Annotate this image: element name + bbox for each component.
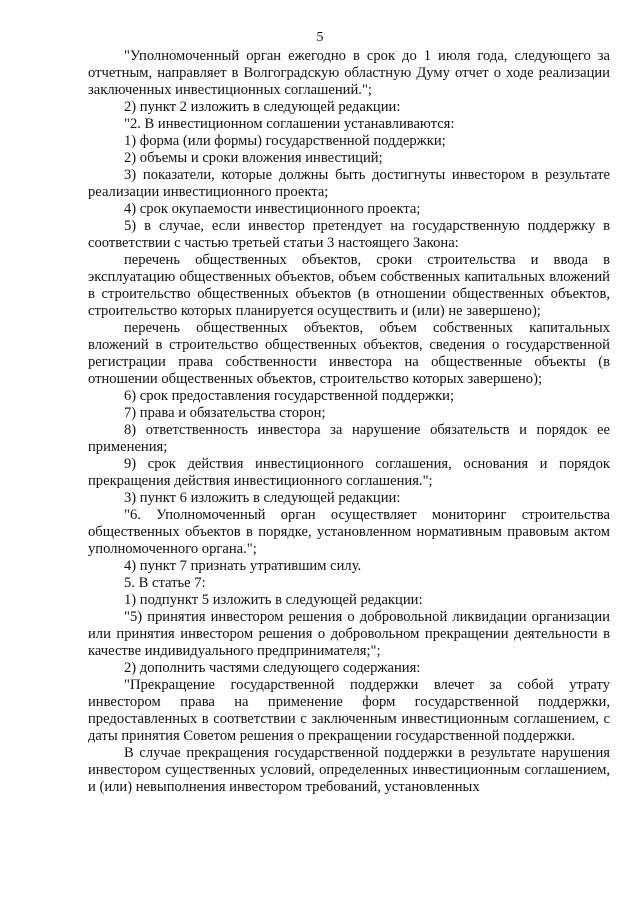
paragraph: перечень общественных объектов, сроки строительства и ввода в эксплуатацию общественных объектов, объем собственных капитальных вложений в строительство общественных объектов (в отношении общественных объектов, строительство которых планируется осуществить и (или) не завершено); bbox=[88, 252, 610, 319]
paragraph: "5) принятия инвестором решения о добровольной ликвидации организации или принятия инвестором решения о добровольном прекращении деятельности в качестве индивидуального предпринимателя;"; bbox=[88, 609, 610, 659]
paragraph: 2) пункт 2 изложить в следующей редакции: bbox=[124, 99, 401, 115]
paragraph: 2) дополнить частями следующего содержания: bbox=[124, 660, 421, 676]
paragraph: "Уполномоченный орган ежегодно в срок до 1 июля года, следующего за отчетным, направляет в Волгоградскую областную Думу отчет о ходе реализации заключенных инвестиционных соглашений."; bbox=[88, 48, 610, 98]
paragraph: 8) ответственность инвестора за нарушение обязательств и порядок ее применения; bbox=[88, 422, 610, 455]
paragraph: 4) срок окупаемости инвестиционного проекта; bbox=[124, 201, 421, 217]
paragraph: 4) пункт 7 признать утратившим силу. bbox=[124, 558, 362, 574]
page-number: 5 bbox=[316, 30, 324, 45]
paragraph: "Прекращение государственной поддержки влечет за собой утрату инвестором права на применение форм государственной поддержки, предоставленных в соответствии с заключенным инвестиционным соглашением, с даты принятия Советом решения о прекращении государственной поддержки. bbox=[88, 677, 610, 744]
paragraph: 5) в случае, если инвестор претендует на государственную поддержку в соответствии с частью третьей статьи 3 настоящего Закона: bbox=[88, 218, 610, 251]
paragraph: 1) форма (или формы) государственной поддержки; bbox=[124, 133, 446, 149]
paragraph: В случае прекращения государственной поддержки в результате нарушения инвестором существенных условий, определенных инвестиционным соглашением, и (или) невыполнения инвестором требований, установленных bbox=[88, 745, 610, 795]
paragraph: 3) пункт 6 изложить в следующей редакции: bbox=[124, 490, 401, 506]
paragraph: перечень общественных объектов, объем собственных капитальных вложений в строительство общественных объектов, сведения о государственной регистрации права собственности инвестора на общественные объекты (в отношении общественных объектов, строительство которых завершено); bbox=[88, 320, 610, 387]
paragraph: 3) показатели, которые должны быть достигнуты инвестором в результате реализации инвестиционного проекта; bbox=[88, 167, 610, 200]
paragraph: 5. В статье 7: bbox=[124, 575, 206, 591]
paragraph: 2) объемы и сроки вложения инвестиций; bbox=[124, 150, 383, 166]
document-body bbox=[88, 48, 610, 796]
paragraph: 9) срок действия инвестиционного соглашения, основания и порядок прекращения действия инвестиционного соглашения."; bbox=[88, 456, 610, 489]
paragraph: 6) срок предоставления государственной поддержки; bbox=[124, 388, 455, 404]
paragraph: "2. В инвестиционном соглашении устанавливаются: bbox=[124, 116, 455, 132]
paragraph: "6. Уполномоченный орган осуществляет мониторинг строительства общественных объектов в порядке, установленном нормативным правовым актом уполномоченного органа."; bbox=[88, 507, 610, 557]
paragraph: 7) права и обязательства сторон; bbox=[124, 405, 326, 421]
paragraph: 1) подпункт 5 изложить в следующей редакции: bbox=[124, 592, 423, 608]
